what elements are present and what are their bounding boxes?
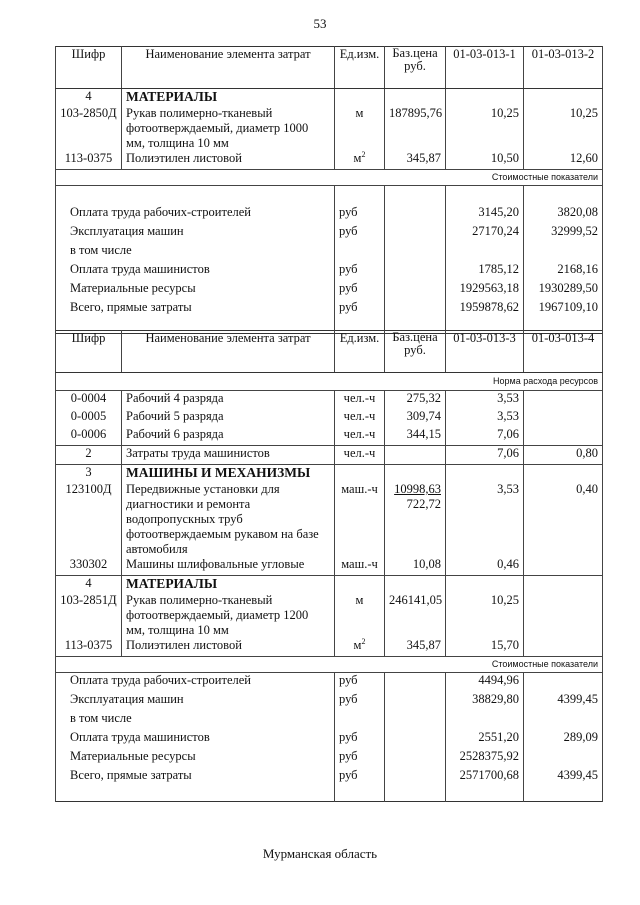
summary-label: Оплата труда рабочих-строителей [56, 673, 335, 693]
table-row [56, 591, 603, 638]
summary-unit: руб [335, 749, 385, 768]
summary-label: Материальные ресурсы [56, 281, 335, 300]
summary-label: Всего, прямые затраты [56, 768, 335, 787]
summary-v1: 38829,80 [446, 692, 524, 711]
summary-v2: 4399,45 [524, 692, 603, 711]
summary-v2: 3820,08 [524, 205, 603, 224]
row-code: 0-0006 [56, 427, 122, 446]
row-price: 275,32 [385, 391, 446, 410]
table-row [56, 391, 603, 410]
summary-unit: руб [335, 205, 385, 224]
header-col1: 01-03-013-1 [446, 47, 524, 89]
row-v1: 0,46 [446, 557, 524, 576]
price-sub: 722,72 [406, 497, 441, 511]
header-name: Наименование элемента затрат [122, 47, 335, 89]
row-unit: маш.-ч [335, 480, 385, 557]
header-price-line2: руб. [404, 343, 426, 357]
header-unit: Ед.изм. [335, 47, 385, 89]
row-v1: 10,25 [446, 104, 524, 151]
row-name: Полиэтилен листовой [122, 151, 335, 170]
footer-region: Мурманская область [262, 846, 378, 861]
summary-v1: 1929563,18 [446, 281, 524, 300]
summary-row [56, 730, 603, 749]
table-row [56, 638, 603, 657]
row-price: 246141,05 [385, 591, 446, 638]
summary-unit [335, 243, 385, 262]
summary-label: Материальные ресурсы [56, 749, 335, 768]
summary-label: в том числе [56, 711, 335, 730]
summary-v1: 1959878,62 [446, 300, 524, 319]
summary-v1: 1785,12 [446, 262, 524, 281]
summary-row [56, 205, 603, 224]
summary-unit: руб [335, 224, 385, 243]
summary-row [56, 749, 603, 768]
row-v1: 3,53 [446, 391, 524, 410]
row-price: 344,15 [385, 427, 446, 446]
row-unit: м [335, 591, 385, 638]
row-price [385, 446, 446, 465]
section-row-materials [56, 576, 603, 592]
row-name: Передвижные установки для диагностики и ремонта водопропускных труб фотоотверждаемым рукавом на базе автомобиля [122, 480, 335, 557]
row-code: 123100Д [56, 480, 122, 557]
band-label: Стоимостные показатели [56, 657, 603, 673]
section-title: МАТЕРИАЛЫ [122, 576, 335, 592]
summary-row [56, 673, 603, 693]
section-code: 2 [56, 446, 122, 465]
row-code: 0-0005 [56, 409, 122, 427]
summary-row [56, 186, 603, 206]
summary-v2 [524, 673, 603, 693]
summary-label: Оплата труда рабочих-строителей [56, 205, 335, 224]
row-name: Рукав полимерно-тканевый фотоотверждаемый, диаметр 1200 мм, толщина 10 мм [122, 591, 335, 638]
row-unit: $м^2$ [335, 638, 385, 657]
summary-unit: руб [335, 300, 385, 319]
summary-v2 [524, 711, 603, 730]
summary-unit: руб [335, 768, 385, 787]
row-code: 330302 [56, 557, 122, 576]
summary-row [56, 300, 603, 319]
row-code: 103-2851Д [56, 591, 122, 638]
row-v1: 7,06 [446, 427, 524, 446]
header-price-line2: руб. [404, 59, 426, 73]
price-main: 10998,63 [394, 482, 441, 496]
header-col1: 01-03-013-3 [446, 331, 524, 373]
row-v2: 10,25 [524, 104, 603, 151]
band-cost-indicators [56, 170, 603, 186]
row-v2 [524, 638, 603, 657]
row-unit: м [335, 104, 385, 151]
band-resource-norms [56, 373, 603, 391]
summary-v2: 2168,16 [524, 262, 603, 281]
section-row-machines [56, 465, 603, 481]
summary-row [56, 768, 603, 787]
summary-v2 [524, 243, 603, 262]
summary-label: в том числе [56, 243, 335, 262]
row-unit: чел.-ч [335, 427, 385, 446]
summary-unit: руб [335, 673, 385, 693]
summary-row [56, 711, 603, 730]
section-code: 3 [56, 465, 122, 481]
summary-unit: руб [335, 692, 385, 711]
table-row [56, 427, 603, 446]
row-code: 113-0375 [56, 638, 122, 657]
header-price [385, 47, 446, 89]
row-code: 0-0004 [56, 391, 122, 410]
row-v2: 0,80 [524, 446, 603, 465]
row-unit: $м^2$ [335, 151, 385, 170]
summary-row [56, 243, 603, 262]
table-row [56, 557, 603, 576]
summary-v2: 4399,45 [524, 768, 603, 787]
row-price: 345,87 [385, 638, 446, 657]
row-price: 309,74 [385, 409, 446, 427]
summary-v2: 1930289,50 [524, 281, 603, 300]
section-code: 4 [56, 576, 122, 592]
row-name: Рукав полимерно-тканевый фотоотверждаемый, диаметр 1000 мм, толщина 10 мм [122, 104, 335, 151]
row-v2 [524, 591, 603, 638]
row-name: Затраты труда машинистов [122, 446, 335, 465]
row-unit: чел.-ч [335, 409, 385, 427]
row-v1: 7,06 [446, 446, 524, 465]
row-v2 [524, 427, 603, 446]
row-v2: 12,60 [524, 151, 603, 170]
band-cost-indicators [56, 657, 603, 673]
row-name: Рабочий 4 разряда [122, 391, 335, 410]
summary-label: Эксплуатация машин [56, 224, 335, 243]
section-title: МАШИНЫ И МЕХАНИЗМЫ [122, 465, 335, 481]
summary-v1: 2528375,92 [446, 749, 524, 768]
row-unit: маш.-ч [335, 557, 385, 576]
row-v2 [524, 391, 603, 410]
header-price-line1: Баз.цена [392, 330, 438, 344]
section-title: МАТЕРИАЛЫ [122, 89, 335, 105]
summary-v2 [524, 749, 603, 768]
summary-row [56, 281, 603, 300]
summary-label: Оплата труда машинистов [56, 730, 335, 749]
header-col2: 01-03-013-4 [524, 331, 603, 373]
band-label: Норма расхода ресурсов [56, 373, 603, 391]
estimate-table-1 [55, 46, 603, 334]
header-code: Шифр [56, 47, 122, 89]
summary-v2: 289,09 [524, 730, 603, 749]
summary-v1: 2571700,68 [446, 768, 524, 787]
row-name: Рабочий 5 разряда [122, 409, 335, 427]
row-code: 113-0375 [56, 151, 122, 170]
summary-label: Всего, прямые затраты [56, 300, 335, 319]
summary-row [56, 262, 603, 281]
summary-row [56, 224, 603, 243]
summary-v1: 27170,24 [446, 224, 524, 243]
row-v1: 10,25 [446, 591, 524, 638]
row-price: 345,87 [385, 151, 446, 170]
row-v2 [524, 557, 603, 576]
section-row-materials [56, 89, 603, 105]
row-price [385, 480, 446, 557]
row-v2 [524, 409, 603, 427]
header-unit: Ед.изм. [335, 331, 385, 373]
header-price-line1: Баз.цена [392, 46, 438, 60]
summary-v2: 1967109,10 [524, 300, 603, 319]
table-row [56, 151, 603, 170]
header-name: Наименование элемента затрат [122, 331, 335, 373]
header-col2: 01-03-013-2 [524, 47, 603, 89]
row-name: Полиэтилен листовой [122, 638, 335, 657]
row-unit: чел.-ч [335, 446, 385, 465]
row-code: 103-2850Д [56, 104, 122, 151]
summary-v1 [446, 711, 524, 730]
header-code: Шифр [56, 331, 122, 373]
row-v2: 0,40 [524, 480, 603, 557]
band-label: Стоимостные показатели [56, 170, 603, 186]
page-number: 53 [313, 16, 327, 31]
row-price: 187895,76 [385, 104, 446, 151]
summary-unit: руб [335, 730, 385, 749]
table-row [56, 104, 603, 151]
row-v1: 3,53 [446, 409, 524, 427]
row-price: 10,08 [385, 557, 446, 576]
header-price [385, 331, 446, 373]
summary-label: Оплата труда машинистов [56, 262, 335, 281]
summary-unit [335, 711, 385, 730]
table-row [56, 409, 603, 427]
summary-v2: 32999,52 [524, 224, 603, 243]
summary-unit: руб [335, 262, 385, 281]
summary-v1: 4494,96 [446, 673, 524, 693]
summary-v1 [446, 243, 524, 262]
estimate-table-2 [55, 330, 603, 802]
row-unit: чел.-ч [335, 391, 385, 410]
row-v1: 3,53 [446, 480, 524, 557]
table-row [56, 480, 603, 557]
summary-row [56, 692, 603, 711]
summary-v1: 3145,20 [446, 205, 524, 224]
row-name: Рабочий 6 разряда [122, 427, 335, 446]
summary-v1: 2551,20 [446, 730, 524, 749]
section-code: 4 [56, 89, 122, 105]
row-v1: 10,50 [446, 151, 524, 170]
section-row-machinist-labor [56, 446, 603, 465]
row-v1: 15,70 [446, 638, 524, 657]
row-name: Машины шлифовальные угловые [122, 557, 335, 576]
summary-unit: руб [335, 281, 385, 300]
summary-label: Эксплуатация машин [56, 692, 335, 711]
